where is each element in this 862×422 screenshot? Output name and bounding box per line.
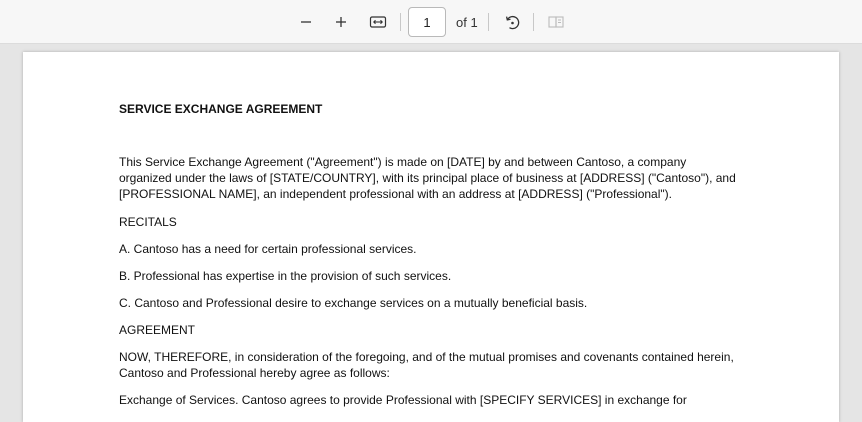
page-view-button[interactable] bbox=[542, 8, 570, 36]
document-page bbox=[23, 52, 839, 422]
toolbar-divider bbox=[533, 13, 534, 31]
agreement-heading: AGREEMENT bbox=[119, 323, 196, 337]
zoom-out-button[interactable] bbox=[292, 8, 320, 36]
rotate-button[interactable] bbox=[498, 8, 526, 36]
intro-paragraph: This Service Exchange Agreement ("Agreement") is made on [DATE] by and between Cantoso, a company organized under the laws of [STATE/COUNTRY], with its principal place of business at [ADDRESS] ("Cantoso"), and [PROFESSIONAL NAME], an independent professional with an address at [ADDRESS] ("Professional"). bbox=[119, 155, 736, 201]
document-title: SERVICE EXCHANGE AGREEMENT bbox=[119, 102, 323, 116]
page-count-label: of 1 bbox=[456, 15, 478, 30]
two-page-icon bbox=[547, 14, 565, 30]
page-number-input[interactable] bbox=[408, 7, 446, 37]
pdf-toolbar bbox=[0, 0, 862, 44]
fit-width-button[interactable] bbox=[364, 8, 392, 36]
recital-a: A. Cantoso has a need for certain professional services. bbox=[119, 242, 417, 256]
minus-icon bbox=[299, 15, 313, 29]
rotate-icon bbox=[503, 13, 521, 31]
zoom-in-button[interactable] bbox=[327, 8, 355, 36]
recital-b: B. Professional has expertise in the provision of such services. bbox=[119, 269, 452, 283]
fit-width-icon bbox=[369, 15, 387, 29]
toolbar-divider bbox=[400, 13, 401, 31]
recitals-heading: RECITALS bbox=[119, 215, 177, 229]
recital-c: C. Cantoso and Professional desire to exchange services on a mutually beneficial basis. bbox=[119, 296, 588, 310]
now-therefore-paragraph: NOW, THEREFORE, in consideration of the foregoing, and of the mutual promises and covenants contained herein, Cantoso and Professional hereby agree as follows: bbox=[119, 350, 734, 380]
plus-icon bbox=[334, 15, 348, 29]
exchange-of-services-paragraph: Exchange of Services. Cantoso agrees to provide Professional with [SPECIFY SERVICES] in exchange for bbox=[119, 393, 687, 407]
toolbar-divider bbox=[488, 13, 489, 31]
